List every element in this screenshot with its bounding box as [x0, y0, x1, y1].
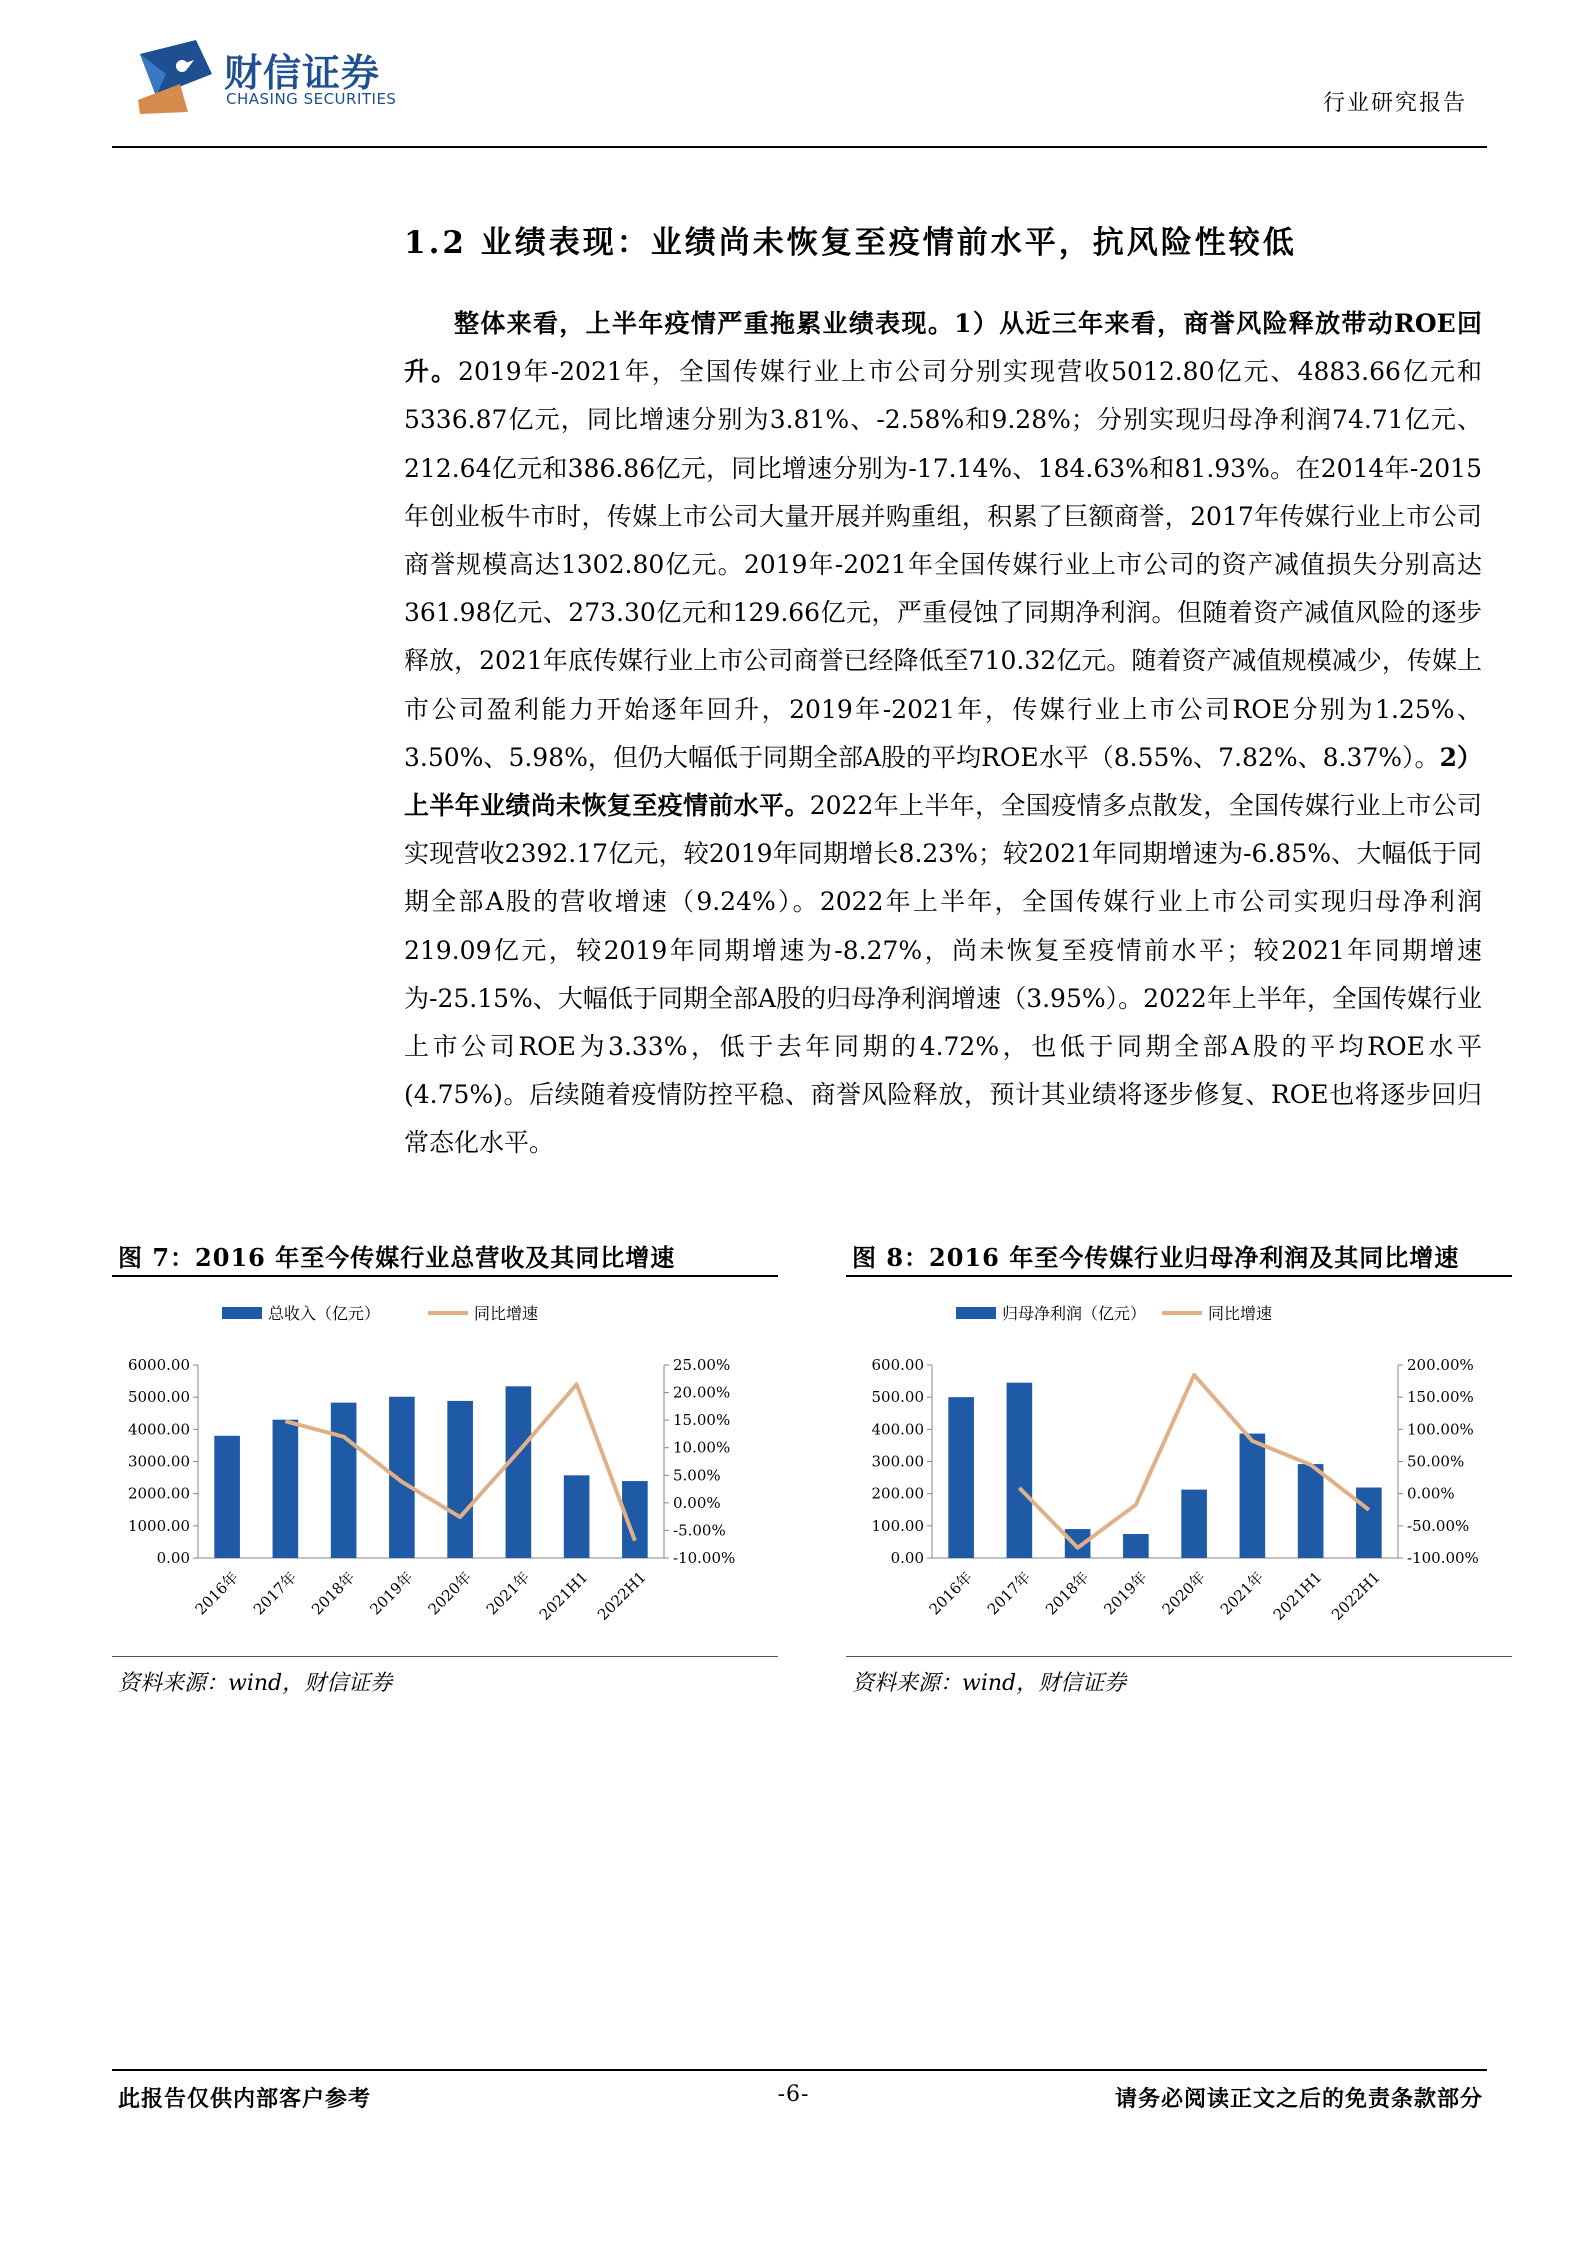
logo-mark-icon — [136, 34, 220, 118]
chart-bar — [447, 1401, 473, 1558]
figure-8-source: 资料来源：wind，财信证券 — [852, 1671, 1127, 1696]
category-label: 2018年 — [308, 1568, 359, 1619]
left-tick-label: 300.00 — [871, 1452, 924, 1471]
category-label: 2019年 — [1100, 1568, 1151, 1619]
chart-bar — [506, 1386, 532, 1558]
footer-disclaimer-left: 此报告仅供内部客户参考 — [118, 2086, 372, 2112]
figure-7-source: 资料来源：wind，财信证券 — [118, 1671, 393, 1696]
category-label: 2022H1 — [593, 1568, 650, 1624]
figure-8-rule-bottom — [846, 1656, 1512, 1657]
right-tick-label: 15.00% — [673, 1411, 731, 1430]
chart-bar — [1240, 1434, 1266, 1558]
right-tick-label: 100.00% — [1407, 1420, 1474, 1439]
left-tick-label: 600.00 — [871, 1356, 924, 1374]
page-number: -6- — [777, 2082, 810, 2107]
logo-en-text: CHASING SECURITIES — [226, 90, 397, 108]
legend-bar-swatch — [956, 1307, 996, 1319]
figure-7-rule-top — [112, 1275, 778, 1277]
right-tick-label: 200.00% — [1407, 1356, 1474, 1374]
report-type: 行业研究报告 — [1322, 91, 1467, 116]
left-tick-label: 0.00 — [890, 1549, 924, 1567]
left-tick-label: 1000.00 — [127, 1516, 190, 1535]
body-text-1: 2019年-2021年，全国传媒行业上市公司分别实现营收5012.80亿元、4883.66亿元和5336.87亿元，同比增速分别为3.81%、-2.58%和9.28%；分别实现归母净利润74.71亿元、212.64亿元和386.86亿元，同比增速分别为-17.14%、184.63%和81.93%。在2014年-2015年创业板牛市时，传媒上市公司大量开展并购重组，积累了巨额商誉，2017年传媒行业上市公司商誉规模高达1302.80亿元。2019年-2021年全国传媒行业上市公司的资产减值损失分别高达361.98亿元、273.30亿元和129.66亿元，严重侵蚀了同期净利润。但随着资产减值风险的逐步释放，2021年底传媒行业上市公司商誉已经降低至710.32亿元。随着资产减值规模减少，传媒上市公司盈利能力开始逐年回升，2019年-2021年，传媒行业上市公司ROE分别为1.25%、3.50%、5.98%，但仍大幅低于同期全部A股的平均ROE水平（8.55%、7.82%、8.37%）。 — [404, 357, 1482, 772]
figure-7-rule-bottom — [112, 1656, 778, 1657]
legend-line-label: 同比增速 — [474, 1304, 539, 1323]
category-label: 2016年 — [925, 1568, 976, 1619]
right-tick-label: 25.00% — [673, 1356, 731, 1374]
legend-bar-label: 总收入（亿元） — [268, 1304, 381, 1323]
legend-bar-swatch — [222, 1307, 262, 1319]
chart-bar — [331, 1403, 357, 1558]
right-tick-label: -5.00% — [673, 1521, 726, 1540]
right-tick-label: 0.00% — [1407, 1484, 1455, 1503]
left-tick-label: 200.00 — [871, 1484, 924, 1503]
chart-bar — [564, 1475, 590, 1558]
right-tick-label: -50.00% — [1407, 1516, 1470, 1535]
company-logo — [136, 34, 396, 118]
left-tick-label: 100.00 — [871, 1516, 924, 1535]
figure-8-title: 图 8：2016 年至今传媒行业归母净利润及其同比增速 — [852, 1243, 1460, 1272]
category-label: 2019年 — [366, 1568, 417, 1619]
category-label: 2017年 — [249, 1568, 301, 1619]
left-tick-label: 0.00 — [156, 1549, 190, 1567]
chart-bar — [1356, 1488, 1382, 1558]
left-tick-label: 500.00 — [871, 1388, 924, 1407]
category-label: 2021H1 — [535, 1568, 592, 1624]
category-label: 2022H1 — [1327, 1568, 1384, 1624]
chart-bar — [948, 1397, 974, 1558]
figure-7-title: 图 7：2016 年至今传媒行业总营收及其同比增速 — [118, 1243, 676, 1272]
footer-rule — [112, 2069, 1487, 2071]
header-rule — [112, 146, 1487, 148]
chart-bar — [1181, 1490, 1207, 1558]
right-tick-label: 5.00% — [673, 1466, 721, 1485]
left-tick-label: 5000.00 — [127, 1388, 190, 1407]
chart-bar — [1298, 1464, 1324, 1558]
left-tick-label: 400.00 — [871, 1420, 924, 1439]
left-tick-label: 3000.00 — [127, 1452, 190, 1471]
legend-line-label: 同比增速 — [1208, 1304, 1273, 1323]
legend-bar-label: 归母净利润（亿元） — [1002, 1304, 1147, 1323]
right-tick-label: 0.00% — [673, 1493, 721, 1512]
right-tick-label: -100.00% — [1407, 1549, 1479, 1567]
category-label: 2021H1 — [1269, 1568, 1326, 1624]
right-tick-label: 20.00% — [673, 1383, 731, 1402]
figure-8-chart — [846, 1285, 1512, 1655]
left-tick-label: 4000.00 — [127, 1420, 190, 1439]
left-tick-label: 6000.00 — [127, 1356, 190, 1374]
body-paragraph — [404, 300, 1482, 1168]
category-label: 2021年 — [1216, 1568, 1268, 1619]
mid-bold-text: 2）上半年业绩尚未恢复至疫情前水平。 — [404, 742, 1482, 821]
chart-bar — [1123, 1534, 1149, 1558]
category-label: 2020年 — [1158, 1568, 1209, 1619]
footer-disclaimer-right: 请务必阅读正文之后的免责条款部分 — [1114, 2086, 1483, 2112]
lead-bold-text: 整体来看，上半年疫情严重拖累业绩表现。1）从近三年来看，商誉风险释放带动ROE回升。 — [404, 309, 1482, 387]
right-tick-label: 150.00% — [1407, 1388, 1474, 1407]
right-tick-label: 10.00% — [673, 1438, 731, 1457]
chart-bar — [214, 1436, 240, 1558]
body-text-2: 2022年上半年，全国疫情多点散发，全国传媒行业上市公司实现营收2392.17亿元，较2019年同期增长8.23%；较2021年同期增速为-6.85%、大幅低于同期全部A股的营收增速（9.24%）。2022年上半年，全国传媒行业上市公司实现归母净利润219.09亿元，较2019年同期增速为-8.27%，尚未恢复至疫情前水平；较2021年同期增速为-25.15%、大幅低于同期全部A股的归母净利润增速（3.95%）。2022年上半年，全国传媒行业上市公司ROE为3.33%，低于去年同期的4.72%，也低于同期全部A股的平均ROE水平(4.75%)。后续随着疫情防控平稳、商誉风险释放，预计其业绩将逐步修复、ROE也将逐步回归常态化水平。 — [404, 791, 1482, 1158]
category-label: 2020年 — [424, 1568, 475, 1619]
right-tick-label: -10.00% — [673, 1549, 736, 1567]
category-label: 2017年 — [983, 1568, 1035, 1619]
category-label: 2016年 — [191, 1568, 242, 1619]
section-title: 1.2 业绩表现：业绩尚未恢复至疫情前水平，抗风险性较低 — [404, 225, 1297, 261]
category-label: 2018年 — [1042, 1568, 1093, 1619]
left-tick-label: 2000.00 — [127, 1484, 190, 1503]
chart-bar — [273, 1420, 299, 1558]
figure-8-rule-top — [846, 1275, 1512, 1277]
logo-cn-text: 财信证券 — [224, 51, 381, 95]
chart-bar — [1007, 1383, 1033, 1558]
right-tick-label: 50.00% — [1407, 1452, 1465, 1471]
figure-7-chart — [112, 1285, 778, 1655]
category-label: 2021年 — [482, 1568, 534, 1619]
